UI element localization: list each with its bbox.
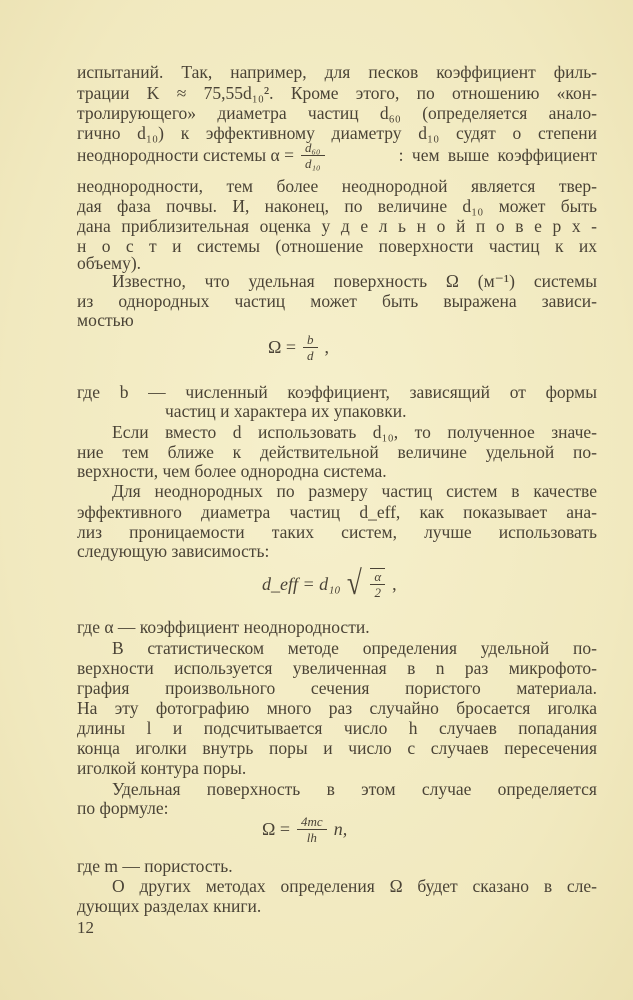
text-line: Известно, что удельная поверхность Ω (м⁻¹) системы bbox=[112, 271, 597, 291]
alpha-fraction bbox=[301, 140, 325, 171]
text-line: длины l и подсчитывается число h случаев попадания bbox=[77, 718, 597, 738]
text-line: где m — пористость. bbox=[77, 856, 233, 876]
text-line: из однородных частиц может быть выражена зависи- bbox=[77, 291, 597, 311]
alpha-text-before: неоднородности системы α = bbox=[77, 145, 294, 165]
text-line: На эту фотографию много раз случайно бросается иголка bbox=[77, 698, 597, 718]
text-line: н о с т и системы (отношение поверхности частиц к их bbox=[77, 236, 597, 256]
text-line: верхности, чем более однородна система. bbox=[77, 461, 387, 481]
text-line: конца иголки внутрь поры и число c случаев пересечения bbox=[77, 738, 597, 758]
text-line: трации K ≈ 75,55d₁₀². Кроме этого, по отношению «кон- bbox=[77, 83, 597, 103]
fraction-denominator: 2 bbox=[374, 585, 381, 600]
formula-omega-b-d bbox=[268, 332, 329, 363]
formula-fraction bbox=[303, 332, 318, 363]
formula-lhs: Ω = bbox=[268, 337, 297, 357]
text-line: Удельная поверхность в этом случае определяется bbox=[112, 779, 597, 799]
formula-omega-4mc bbox=[262, 814, 347, 845]
text-line: дана приблизительная оценка у д е л ь н о й п о в е р х - bbox=[77, 216, 597, 236]
text-line: где α — коэффициент неоднородности. bbox=[77, 617, 370, 637]
text-line: гично d₁₀) к эффективному диаметру d₁₀ судят о степени bbox=[77, 123, 597, 143]
text-line: объему). bbox=[77, 253, 142, 273]
text-line: эффективного диаметра частиц d_eff, как показывает ана- bbox=[77, 502, 597, 522]
fraction-denominator: d₁₀ bbox=[304, 156, 321, 171]
text-line: следующую зависимость: bbox=[77, 541, 270, 561]
text-line: испытаний. Так, например, для песков коэффициент филь- bbox=[77, 62, 597, 82]
text-line: лиз проницаемости таких систем, лучше использовать bbox=[77, 522, 597, 542]
text-line: неоднородности, тем более неоднородной является твер- bbox=[77, 176, 597, 196]
text-line: тролирующего» диаметра частиц d₆₀ (определяется анало- bbox=[77, 103, 597, 123]
text-line: графия произвольного сечения пористого материала. bbox=[77, 678, 597, 698]
formula-tail: , bbox=[324, 337, 330, 357]
fraction-denominator: d bbox=[307, 348, 314, 363]
sqrt-icon: √ bbox=[346, 565, 362, 602]
page-number: 12 bbox=[77, 918, 94, 937]
fraction-denominator: lh bbox=[306, 830, 317, 845]
fraction-numerator: α bbox=[370, 569, 385, 585]
formula-lhs: d_eff = d₁₀ bbox=[262, 573, 341, 594]
text-line: верхности используется увеличенная в n раз микрофото- bbox=[77, 658, 597, 678]
text-line: частиц и характера их упаковки. bbox=[165, 401, 407, 421]
text-line: Если вместо d использовать d₁₀, то полученное значе- bbox=[112, 422, 597, 442]
formula-d-eff bbox=[262, 565, 397, 602]
fraction-numerator: b bbox=[303, 332, 318, 348]
alpha-text-after: : чем выше коэффициент bbox=[398, 145, 597, 165]
text-line: О других методах определения Ω будет сказано в сле- bbox=[112, 876, 597, 896]
formula-tail: n, bbox=[333, 819, 348, 839]
text-line: по формуле: bbox=[77, 798, 169, 818]
fraction-numerator: 4mc bbox=[297, 814, 327, 830]
text-line: В статистическом методе определения удельной по- bbox=[112, 638, 597, 658]
inline-alpha-formula bbox=[77, 140, 597, 171]
formula-fraction bbox=[297, 814, 327, 845]
formula-lhs: Ω = bbox=[262, 819, 291, 839]
fraction-numerator: d₆₀ bbox=[301, 140, 325, 156]
text-line: иголкой контура поры. bbox=[77, 758, 247, 778]
formula-tail: , bbox=[392, 573, 397, 594]
text-line: дая фаза почвы. И, наконец, по величине d₁₀ может быть bbox=[77, 196, 597, 216]
text-line: дующих разделах книги. bbox=[77, 896, 262, 916]
text-line: мостью bbox=[77, 310, 134, 330]
text-line: где b — численный коэффициент, зависящий от формы bbox=[77, 382, 597, 402]
text-line: Для неоднородных по размеру частиц систем в качестве bbox=[112, 481, 597, 501]
text-line: ние тем ближе к действительной величине удельной по- bbox=[77, 442, 597, 462]
formula-fraction bbox=[370, 568, 385, 600]
